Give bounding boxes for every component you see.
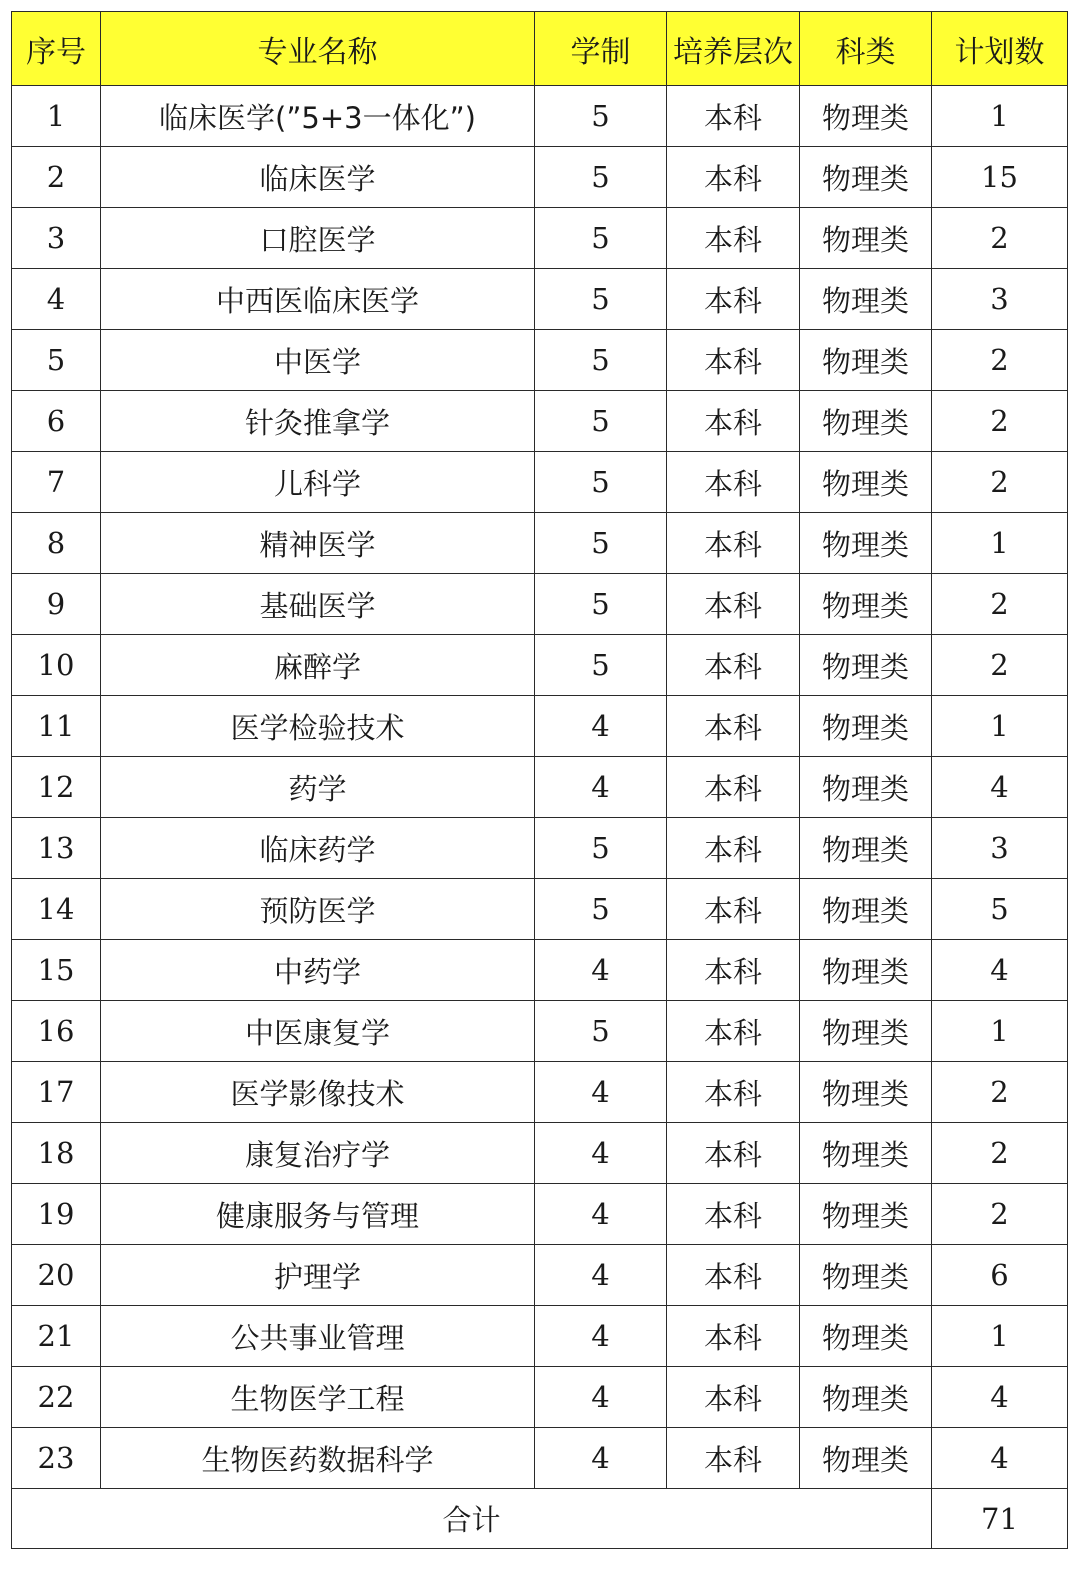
cell-major-name: 口腔医学 bbox=[101, 208, 535, 269]
cell-category: 物理类 bbox=[800, 208, 932, 269]
header-row bbox=[12, 12, 1068, 86]
total-plan: 71 bbox=[932, 1489, 1068, 1549]
cell-level: 本科 bbox=[667, 208, 800, 269]
cell-index: 4 bbox=[12, 269, 101, 330]
cell-index: 21 bbox=[12, 1306, 101, 1367]
cell-plan: 4 bbox=[932, 940, 1068, 1001]
cell-level: 本科 bbox=[667, 574, 800, 635]
cell-index: 6 bbox=[12, 391, 101, 452]
cell-level: 本科 bbox=[667, 1306, 800, 1367]
table-row bbox=[12, 330, 1068, 391]
cell-level: 本科 bbox=[667, 452, 800, 513]
cell-index: 7 bbox=[12, 452, 101, 513]
cell-major-name: 护理学 bbox=[101, 1245, 535, 1306]
cell-major-name: 生物医药数据科学 bbox=[101, 1428, 535, 1489]
cell-index: 9 bbox=[12, 574, 101, 635]
table-row bbox=[12, 574, 1068, 635]
table-row bbox=[12, 1367, 1068, 1428]
cell-category: 物理类 bbox=[800, 940, 932, 1001]
table-row bbox=[12, 269, 1068, 330]
cell-category: 物理类 bbox=[800, 1184, 932, 1245]
cell-plan: 2 bbox=[932, 208, 1068, 269]
cell-plan: 1 bbox=[932, 86, 1068, 147]
cell-level: 本科 bbox=[667, 269, 800, 330]
cell-years: 5 bbox=[535, 513, 667, 574]
cell-index: 18 bbox=[12, 1123, 101, 1184]
table-row bbox=[12, 452, 1068, 513]
cell-years: 5 bbox=[535, 208, 667, 269]
header-index: 序号 bbox=[12, 12, 101, 86]
table-row bbox=[12, 879, 1068, 940]
cell-years: 5 bbox=[535, 452, 667, 513]
cell-plan: 3 bbox=[932, 818, 1068, 879]
table-row bbox=[12, 1062, 1068, 1123]
cell-category: 物理类 bbox=[800, 1062, 932, 1123]
cell-category: 物理类 bbox=[800, 1001, 932, 1062]
total-row bbox=[12, 1489, 1068, 1549]
cell-category: 物理类 bbox=[800, 818, 932, 879]
cell-index: 11 bbox=[12, 696, 101, 757]
cell-major-name: 预防医学 bbox=[101, 879, 535, 940]
table-row bbox=[12, 208, 1068, 269]
cell-index: 2 bbox=[12, 147, 101, 208]
cell-level: 本科 bbox=[667, 879, 800, 940]
cell-level: 本科 bbox=[667, 147, 800, 208]
cell-level: 本科 bbox=[667, 940, 800, 1001]
table-row bbox=[12, 1245, 1068, 1306]
cell-category: 物理类 bbox=[800, 330, 932, 391]
cell-level: 本科 bbox=[667, 513, 800, 574]
cell-level: 本科 bbox=[667, 818, 800, 879]
cell-level: 本科 bbox=[667, 757, 800, 818]
cell-category: 物理类 bbox=[800, 1306, 932, 1367]
cell-years: 5 bbox=[535, 269, 667, 330]
cell-category: 物理类 bbox=[800, 1123, 932, 1184]
cell-major-name: 医学检验技术 bbox=[101, 696, 535, 757]
cell-category: 物理类 bbox=[800, 147, 932, 208]
cell-major-name: 中医康复学 bbox=[101, 1001, 535, 1062]
cell-category: 物理类 bbox=[800, 269, 932, 330]
cell-plan: 1 bbox=[932, 513, 1068, 574]
cell-major-name: 中医学 bbox=[101, 330, 535, 391]
cell-years: 5 bbox=[535, 330, 667, 391]
cell-years: 4 bbox=[535, 1367, 667, 1428]
header-years: 学制 bbox=[535, 12, 667, 86]
table-body bbox=[12, 86, 1068, 1489]
cell-plan: 1 bbox=[932, 1001, 1068, 1062]
cell-plan: 4 bbox=[932, 1428, 1068, 1489]
cell-years: 4 bbox=[535, 1306, 667, 1367]
cell-category: 物理类 bbox=[800, 1367, 932, 1428]
table-row bbox=[12, 513, 1068, 574]
cell-category: 物理类 bbox=[800, 574, 932, 635]
cell-major-name: 针灸推拿学 bbox=[101, 391, 535, 452]
header-category: 科类 bbox=[800, 12, 932, 86]
cell-major-name: 临床医学(”5+3一体化”) bbox=[101, 86, 535, 147]
cell-index: 22 bbox=[12, 1367, 101, 1428]
cell-years: 4 bbox=[535, 696, 667, 757]
cell-level: 本科 bbox=[667, 1428, 800, 1489]
cell-major-name: 临床医学 bbox=[101, 147, 535, 208]
cell-level: 本科 bbox=[667, 86, 800, 147]
cell-plan: 1 bbox=[932, 1306, 1068, 1367]
cell-category: 物理类 bbox=[800, 86, 932, 147]
cell-major-name: 临床药学 bbox=[101, 818, 535, 879]
cell-index: 19 bbox=[12, 1184, 101, 1245]
cell-category: 物理类 bbox=[800, 879, 932, 940]
cell-level: 本科 bbox=[667, 391, 800, 452]
cell-years: 5 bbox=[535, 635, 667, 696]
table-row bbox=[12, 1001, 1068, 1062]
cell-major-name: 公共事业管理 bbox=[101, 1306, 535, 1367]
cell-plan: 2 bbox=[932, 1062, 1068, 1123]
cell-category: 物理类 bbox=[800, 635, 932, 696]
cell-years: 4 bbox=[535, 1184, 667, 1245]
total-label: 合计 bbox=[12, 1489, 932, 1549]
cell-years: 5 bbox=[535, 147, 667, 208]
table-row bbox=[12, 940, 1068, 1001]
cell-years: 5 bbox=[535, 391, 667, 452]
cell-index: 23 bbox=[12, 1428, 101, 1489]
cell-level: 本科 bbox=[667, 1184, 800, 1245]
cell-category: 物理类 bbox=[800, 696, 932, 757]
cell-years: 5 bbox=[535, 1001, 667, 1062]
cell-plan: 2 bbox=[932, 574, 1068, 635]
table-row bbox=[12, 635, 1068, 696]
table-row bbox=[12, 1306, 1068, 1367]
cell-years: 5 bbox=[535, 86, 667, 147]
cell-index: 20 bbox=[12, 1245, 101, 1306]
cell-years: 4 bbox=[535, 1062, 667, 1123]
table-row bbox=[12, 1123, 1068, 1184]
cell-plan: 15 bbox=[932, 147, 1068, 208]
cell-category: 物理类 bbox=[800, 391, 932, 452]
cell-category: 物理类 bbox=[800, 1428, 932, 1489]
cell-major-name: 药学 bbox=[101, 757, 535, 818]
cell-index: 1 bbox=[12, 86, 101, 147]
cell-plan: 2 bbox=[932, 1123, 1068, 1184]
cell-plan: 2 bbox=[932, 330, 1068, 391]
cell-major-name: 康复治疗学 bbox=[101, 1123, 535, 1184]
cell-major-name: 麻醉学 bbox=[101, 635, 535, 696]
cell-plan: 3 bbox=[932, 269, 1068, 330]
cell-index: 10 bbox=[12, 635, 101, 696]
cell-plan: 2 bbox=[932, 1184, 1068, 1245]
cell-years: 4 bbox=[535, 1245, 667, 1306]
header-level: 培养层次 bbox=[667, 12, 800, 86]
cell-plan: 4 bbox=[932, 757, 1068, 818]
cell-index: 5 bbox=[12, 330, 101, 391]
cell-major-name: 健康服务与管理 bbox=[101, 1184, 535, 1245]
cell-plan: 5 bbox=[932, 879, 1068, 940]
table-row bbox=[12, 696, 1068, 757]
cell-plan: 4 bbox=[932, 1367, 1068, 1428]
cell-level: 本科 bbox=[667, 1245, 800, 1306]
cell-level: 本科 bbox=[667, 1062, 800, 1123]
cell-plan: 2 bbox=[932, 452, 1068, 513]
cell-index: 14 bbox=[12, 879, 101, 940]
cell-major-name: 精神医学 bbox=[101, 513, 535, 574]
cell-index: 12 bbox=[12, 757, 101, 818]
table-row bbox=[12, 818, 1068, 879]
enrollment-plan-table bbox=[11, 11, 1068, 1549]
table-header bbox=[12, 12, 1068, 86]
cell-major-name: 中药学 bbox=[101, 940, 535, 1001]
cell-category: 物理类 bbox=[800, 1245, 932, 1306]
cell-major-name: 中西医临床医学 bbox=[101, 269, 535, 330]
cell-years: 5 bbox=[535, 574, 667, 635]
cell-index: 16 bbox=[12, 1001, 101, 1062]
table-row bbox=[12, 147, 1068, 208]
cell-years: 4 bbox=[535, 757, 667, 818]
table-row bbox=[12, 1428, 1068, 1489]
cell-index: 15 bbox=[12, 940, 101, 1001]
table-footer bbox=[12, 1489, 1068, 1549]
cell-index: 13 bbox=[12, 818, 101, 879]
cell-category: 物理类 bbox=[800, 757, 932, 818]
cell-years: 5 bbox=[535, 879, 667, 940]
cell-plan: 1 bbox=[932, 696, 1068, 757]
cell-major-name: 生物医学工程 bbox=[101, 1367, 535, 1428]
cell-index: 3 bbox=[12, 208, 101, 269]
table-row bbox=[12, 86, 1068, 147]
cell-years: 4 bbox=[535, 1123, 667, 1184]
cell-category: 物理类 bbox=[800, 452, 932, 513]
cell-major-name: 儿科学 bbox=[101, 452, 535, 513]
cell-category: 物理类 bbox=[800, 513, 932, 574]
cell-level: 本科 bbox=[667, 330, 800, 391]
cell-years: 4 bbox=[535, 940, 667, 1001]
cell-plan: 6 bbox=[932, 1245, 1068, 1306]
header-major-name: 专业名称 bbox=[101, 12, 535, 86]
cell-level: 本科 bbox=[667, 1001, 800, 1062]
cell-level: 本科 bbox=[667, 1123, 800, 1184]
header-plan: 计划数 bbox=[932, 12, 1068, 86]
cell-level: 本科 bbox=[667, 635, 800, 696]
cell-major-name: 基础医学 bbox=[101, 574, 535, 635]
cell-level: 本科 bbox=[667, 696, 800, 757]
cell-major-name: 医学影像技术 bbox=[101, 1062, 535, 1123]
cell-index: 17 bbox=[12, 1062, 101, 1123]
cell-years: 4 bbox=[535, 1428, 667, 1489]
cell-plan: 2 bbox=[932, 635, 1068, 696]
table-row bbox=[12, 1184, 1068, 1245]
cell-years: 5 bbox=[535, 818, 667, 879]
cell-index: 8 bbox=[12, 513, 101, 574]
table-row bbox=[12, 757, 1068, 818]
cell-plan: 2 bbox=[932, 391, 1068, 452]
cell-level: 本科 bbox=[667, 1367, 800, 1428]
table-row bbox=[12, 391, 1068, 452]
